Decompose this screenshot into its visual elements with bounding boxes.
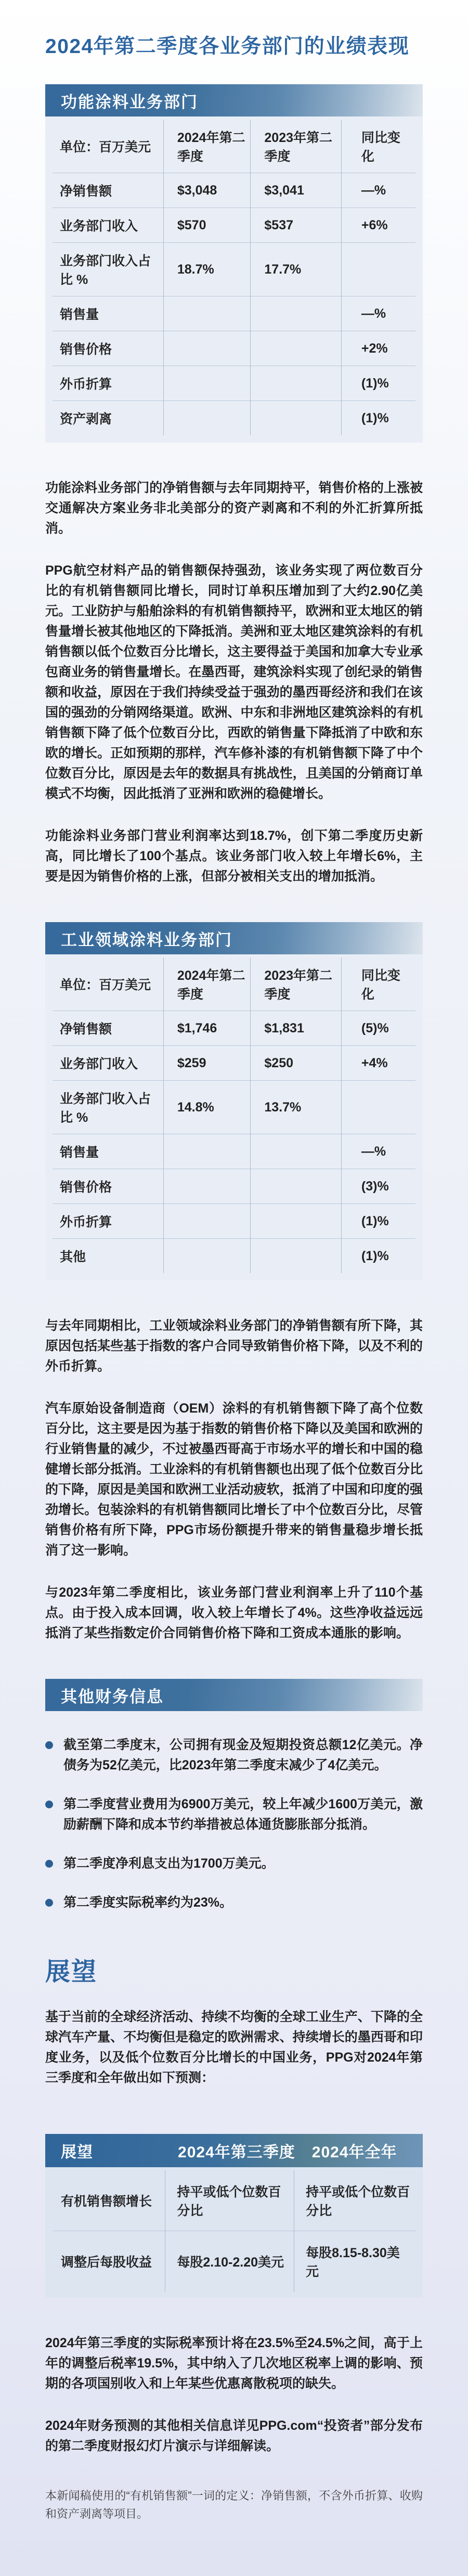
table-cell [163,331,251,366]
table-cell: 净销售额 [53,173,163,208]
table-cell [250,331,341,366]
paragraph: 功能涂料业务部门的净销售额与去年同期持平，销售价格的上涨被交通解决方案业务非北美部分的资产剥离和不利的外汇折算所抵消。 [45,481,423,536]
table-cell: +4% [341,1045,415,1080]
industrial-coatings-table [45,954,423,1280]
section-industrial-coatings [45,922,423,1643]
table-cell: $250 [250,1045,341,1080]
section-banner-label: 功能涂料业务部门 [61,93,198,111]
section-banner-label: 工业领域涂料业务部门 [61,930,232,949]
table-header-row [53,120,415,173]
table-row [53,331,415,366]
table-cell [163,366,251,400]
table-cell: +2% [341,331,415,366]
table-header-cell: 2023年第二季度 [250,957,341,1011]
table-cell [250,296,341,331]
table-cell: (1)% [341,366,415,400]
table-header-cell: 同比变化 [341,957,415,1011]
table-cell: +6% [341,208,415,242]
table-cell: 业务部门收入占比 % [53,1080,163,1134]
table-row [53,1045,415,1080]
table-row [53,1203,415,1238]
table-cell [341,1080,415,1134]
table-row [53,1169,415,1203]
table-cell: (3)% [341,1169,415,1203]
outlook-header-cell: 展望 [61,2144,93,2161]
table-cell: $570 [163,208,251,242]
bullet-text: 第二季度净利息支出为1700万美元。 [63,1856,275,1871]
table-cell: (5)% [341,1011,415,1045]
list-item [45,1893,423,1913]
table-cell: $1,746 [163,1011,251,1045]
bullet-dot-icon [45,1741,53,1749]
section-performance-coatings [45,84,423,887]
table-header-cell: 单位：百万美元 [60,978,151,992]
table-cell: 销售价格 [53,331,163,366]
bullet-text: 截至第二季度末，公司拥有现金及短期投资总额12亿美元。净债务为52亿美元，比2023年第二季度末减少了4亿美元。 [63,1738,423,1772]
table-row [53,2170,415,2231]
table-cell: —% [341,296,415,331]
table-cell: 净销售额 [53,1011,163,1045]
table-row [53,1080,415,1134]
section-banner-performance-coatings [45,84,423,116]
table-row [53,296,415,331]
spacer [45,1711,423,1735]
paragraph: 与去年同期相比，工业领域涂料业务部门的净销售额有所下降，其原因包括某些基于指数的客户合同导致销售价格下降，以及不利的外币折算。 [45,1318,423,1374]
bullet-text: 第二季度营业费用为6900万美元，较上年减少1600万美元，激励薪酬下降和成本节约举措被总体通货膨胀部分抵消。 [63,1797,423,1832]
table-header-cell: 2023年第二季度 [250,120,341,173]
table-cell [250,400,341,435]
paragraph: PPG航空材料产品的销售额保持强劲，该业务实现了两位数百分比的有机销售额同比增长，同时订单积压增加到了大约2.90亿美元。工业防护与船舶涂料的有机销售额持平，欧洲和亚太地区的销售量增长被其他地区的下降抵消。美洲和亚太地区建筑涂料的有机销售额以低个位数百分比增长，这主要得益于美国和加拿大专业承包商业务的销售量增长。在墨西哥，建筑涂料实现了创纪录的销售额和收益，原因在于我们持续受益于强劲的墨西哥经济和我们在该国的强劲的分销网络渠道。欧洲、中东和非洲地区建筑涂料的有机销售额下降了低个位数百分比，西欧的销售量下降抵消了中欧和东欧的增长。正如预期的那样，汽车修补漆的有机销售额下降了中个位数百分比，原因是去年的数据具有挑战性，且美国的分销商订单模式不均衡，因此抵消了亚洲和欧洲的稳健增长。 [45,563,423,801]
footnote: 本新闻稿使用的“有机销售额”一词的定义：净销售额，不含外币折算、收购和资产剥离等项目。 [45,2489,423,2520]
table-cell: (1)% [341,400,415,435]
table-cell: —% [341,173,415,208]
table-cell: 外币折算 [53,366,163,400]
paragraph: 基于当前的全球经济活动、持续不均衡的全球工业生产、下降的全球汽车产量、不均衡但是稳定的欧洲需求、持续增长的墨西哥和印度业务，以及低个位数百分比增长的中国业务，PPG对2024年第三季度和全年做出如下预测： [45,2010,423,2085]
table-cell: 业务部门收入占比 % [53,242,163,296]
table-row [53,208,415,242]
paragraph: 与2023年第二季度相比，该业务部门营业利润率上升了110个基点。由于投入成本回调，收入较上年增长了4%。这些净收益远远抵消了某些指数定价合同销售价格下降和工资成本通胀的影响。 [45,1585,423,1640]
performance-coatings-table [45,116,423,443]
spacer [45,2110,423,2134]
table-cell: 销售量 [53,1134,163,1169]
table-cell: 销售量 [53,296,163,331]
table-cell: 有机销售额增长 [61,2194,152,2209]
table-row [53,1011,415,1045]
section-outlook [45,1951,423,2456]
table-cell [250,1203,341,1238]
table-header-cell: 单位：百万美元 [60,140,151,154]
table-cell [163,1169,251,1203]
table-cell [250,1238,341,1273]
bullet-dot-icon [45,1899,53,1907]
table-cell: 业务部门收入 [53,208,163,242]
table-cell: $3,048 [163,173,251,208]
table-cell: 每股8.15-8.30美元 [294,2231,415,2292]
table-cell: 持平或低个位数百分比 [165,2170,294,2231]
table-cell: 业务部门收入 [53,1045,163,1080]
table-row [53,400,415,435]
paragraph: 功能涂料业务部门营业利润率达到18.7%，创下第二季度历史新高，同比增长了100个基点。该业务部门收入较上年增长6%，主要是因为销售价格的上涨，但部分被相关支出的增加抵消。 [45,829,423,884]
table-header-cell: 2024年第二季度 [163,957,251,1011]
bullet-dot-icon [45,1860,53,1868]
table-header-row [53,957,415,1011]
table-row [53,242,415,296]
table-cell: 17.7% [250,242,341,296]
paragraph: 2024年第三季度的实际税率预计将在23.5%至24.5%之间，高于上年的调整后税率19.5%，其中纳入了几次地区税率上调的影响、预期的各项国别收入和上年某些优惠离散税项的缺失。 [45,2336,423,2391]
table-cell [250,366,341,400]
table-cell [163,400,251,435]
table-cell: $1,831 [250,1011,341,1045]
table-cell: 每股2.10-2.20美元 [165,2231,294,2292]
table-header-cell: 2024年第二季度 [163,120,251,173]
table-cell: 资产剥离 [53,400,163,435]
section-banner-other-financial-info [45,1679,423,1711]
outlook-table-header-row [45,2134,423,2167]
table-cell: $259 [163,1045,251,1080]
outlook-header-cell: 2024年第三季度 [178,2144,295,2161]
paragraph: 2024年财务预测的其他相关信息详见PPG.com“投资者”部分发布的第二季度财报幻灯片演示与详细解读。 [45,2418,423,2453]
table-cell [163,1238,251,1273]
table-cell [250,1169,341,1203]
table-cell [250,1134,341,1169]
table-cell [341,242,415,296]
table-row [53,2231,415,2292]
table-row [53,173,415,208]
section-banner-label: 其他财务信息 [61,1687,164,1706]
table-cell: 外币折算 [53,1203,163,1238]
table-cell [163,296,251,331]
section-banner-industrial-coatings [45,922,423,954]
outlook-table-body [45,2167,423,2298]
table-cell: 其他 [53,1238,163,1273]
table-cell: 14.8% [163,1080,251,1134]
table-cell [163,1203,251,1238]
outlook-table [45,2134,423,2298]
bullet-dot-icon [45,1801,53,1808]
table-cell: 销售价格 [53,1169,163,1203]
outlook-heading: 展望 [45,1958,98,1986]
table-row [53,1134,415,1169]
outlook-header-cell: 2024年全年 [311,2144,397,2161]
paragraph: 汽车原始设备制造商（OEM）涂料的有机销售额下降了高个位数百分比，这主要是因为基于指数的销售价格下降以及美国和欧洲的行业销售量的减少，不过被墨西哥高于市场水平的增长和中国的稳健增长部分抵消。工业涂料的有机销售额也出现了低个位数百分比的下降，原因是美国和欧洲工业活动疲软，抵消了中国和印度的强劲增长。包装涂料的有机销售额同比增长了中个位数百分比，尽管销售价格有所下降，PPG市场份额提升带来的销售量稳步增长抵消了这一影响。 [45,1401,423,1558]
list-item [45,1794,423,1835]
table-cell: —% [341,1134,415,1169]
section-other-financial-info [45,1679,423,1913]
list-item [45,1735,423,1776]
table-header-cell: 同比变化 [341,120,415,173]
table-cell: 持平或低个位数百分比 [294,2170,415,2231]
table-cell: $3,041 [250,173,341,208]
table-row [53,366,415,400]
bullet-text: 第二季度实际税率约为23%。 [63,1895,233,1910]
page-title: 2024年第二季度各业务部门的业绩表现 [45,35,410,58]
table-cell: 调整后每股收益 [53,2231,165,2292]
table-cell: 13.7% [250,1080,341,1134]
table-cell: (1)% [341,1203,415,1238]
table-row [53,1238,415,1273]
table-cell: $537 [250,208,341,242]
table-cell [163,1134,251,1169]
table-cell: (1)% [341,1238,415,1273]
table-cell: 18.7% [163,242,251,296]
list-item [45,1854,423,1874]
